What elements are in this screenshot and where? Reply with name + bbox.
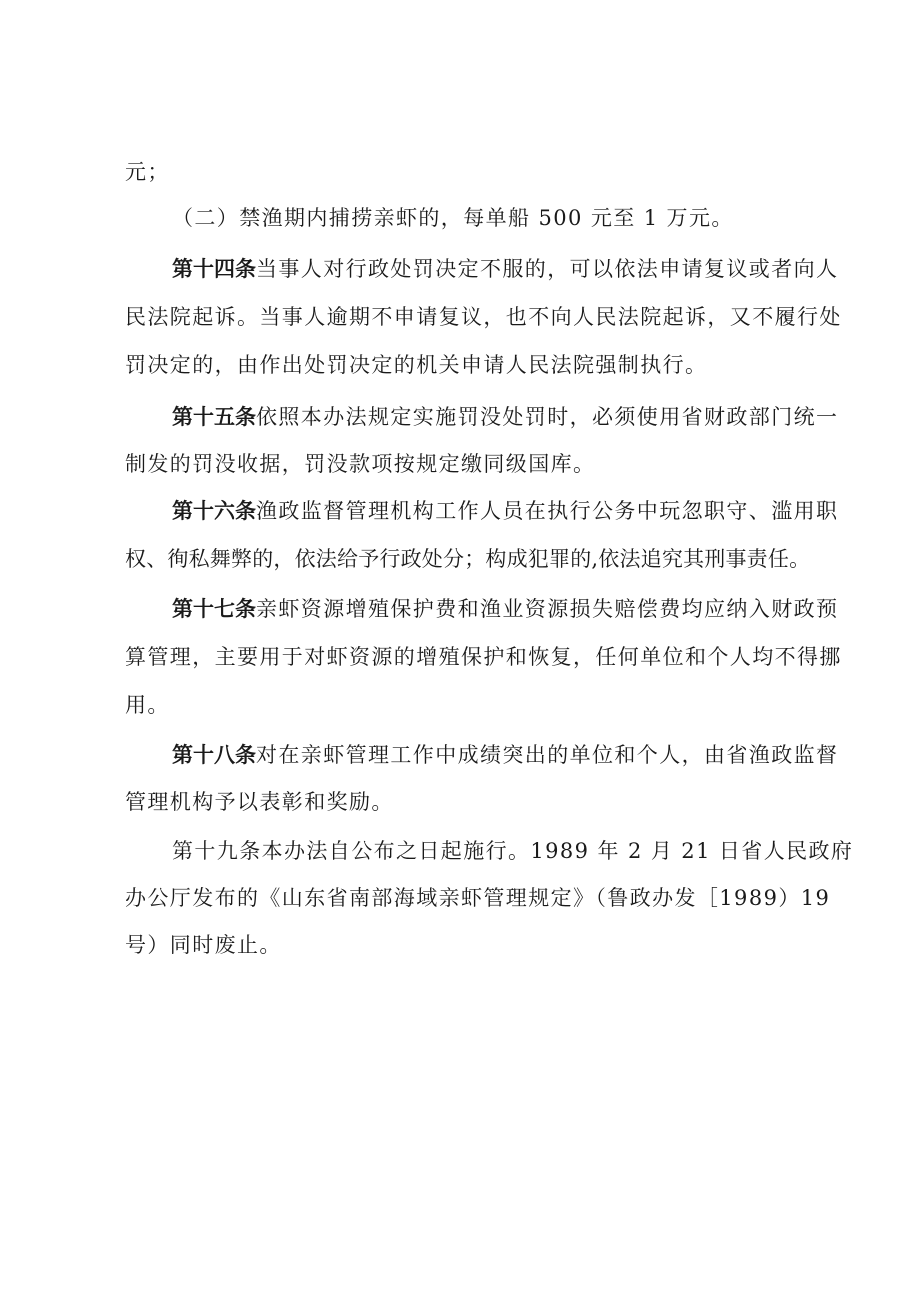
line-text: 管理机构予以表彰和奖励。 (125, 790, 394, 814)
line-text: 亲虾资源增殖保护费和渔业资源损失赔偿费均应纳入财政预 (256, 597, 839, 621)
text-line (125, 930, 282, 960)
article-number: 第十八条 (172, 743, 256, 767)
line-text: 依照本办法规定实施罚没处罚时，必须使用省财政部门统一 (256, 405, 839, 429)
article-18-heading-line (172, 740, 838, 770)
text-line (125, 544, 810, 574)
text-line (125, 690, 170, 720)
line-text: 渔政监督管理机构工作人员在执行公务中玩忽职守、滥用职 (256, 499, 839, 523)
text-line (125, 787, 394, 817)
text-line (125, 157, 170, 187)
line-text: 号）同时废止。 (125, 933, 282, 957)
line-text: 元； (125, 160, 170, 184)
line-text: （二）禁渔期内捕捞亲虾的，每单船 500 元至 1 万元。 (172, 206, 734, 230)
line-text: 算管理，主要用于对虾资源的增殖保护和恢复，任何单位和个人均不得挪 (125, 645, 842, 669)
line-text: 权、徇私舞弊的，依法给予行政处分；构成犯罪的,依法追究其刑事责任。 (125, 547, 811, 571)
text-line (125, 350, 707, 380)
article-17-heading-line (172, 594, 838, 624)
text-line (125, 883, 830, 913)
line-text: 办公厅发布的《山东省南部海域亲虾管理规定》（鲁政办发［1989）19 (125, 886, 831, 910)
text-line (125, 449, 595, 479)
text-line (172, 203, 734, 233)
article-number: 第十五条 (172, 405, 256, 429)
article-15-heading-line (172, 402, 838, 432)
article-number: 第十六条 (172, 499, 256, 523)
line-text: 制发的罚没收据，罚没款项按规定缴同级国库。 (125, 452, 596, 476)
line-text: 民法院起诉。当事人逾期不申请复议，也不向人民法院起诉，又不履行处 (125, 305, 842, 329)
line-text: 第十九条本办法自公布之日起施行。1989 年 2 月 21 日省人民政府 (172, 839, 854, 863)
article-16-heading-line (172, 496, 838, 526)
article-19-line (172, 836, 853, 866)
text-line (125, 302, 842, 332)
line-text: 当事人对行政处罚决定不服的，可以依法申请复议或者向人 (256, 257, 839, 281)
line-text: 用。 (125, 693, 170, 717)
article-number: 第十七条 (172, 597, 256, 621)
line-text: 罚决定的，由作出处罚决定的机关申请人民法院强制执行。 (125, 353, 708, 377)
article-number: 第十四条 (172, 257, 256, 281)
line-text: 对在亲虾管理工作中成绩突出的单位和个人，由省渔政监督 (256, 743, 839, 767)
text-line (125, 642, 842, 672)
article-14-heading-line (172, 254, 838, 284)
